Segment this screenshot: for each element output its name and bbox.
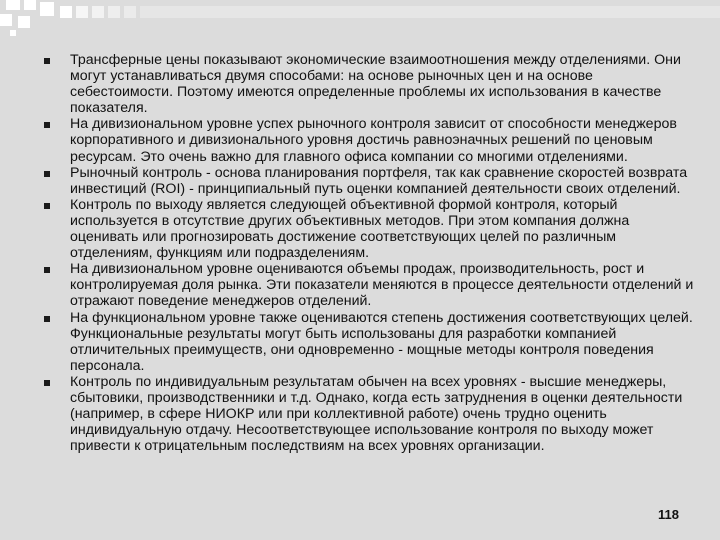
bullet-square-icon [44,58,50,64]
bullet-text: Трансферные цены показывают экономические взаимоотношения между отделениями. Они могут устанавливаться двумя способами: на основе рыночных цен и на основе себестоимости. Поэтому имеются определенные проблемы их использования в качестве показателя. [70,52,681,117]
bullet-text: Контроль по индивидуальным результатам обычен на всех уровнях - высшие менеджеры, сбытовики, производственники и т.д. Однако, когда есть затруднения в оценки деятельности (например, в сфере НИОКР или при коллективной работе) очень трудно оценить индивидуальную отдачу. Несоответствующее использование контроля по выходу может привести к отрицательным последствиям на всех уровнях организации. [70,373,683,455]
bullet-square-icon [44,171,50,177]
bullet-item [44,165,694,197]
deco-square [40,2,54,16]
page-number: 118 [658,507,679,522]
deco-bar [140,6,720,18]
bullet-item [44,52,694,116]
slide-body [44,52,694,522]
bullet-text: На дивизиональном уровне оцениваются объемы продаж, производительность, рост и контролируемая доля рынка. Эти показатели меняются в процессе деятельности отделений и отражают поведение менеджеров отделений. [70,261,694,310]
bullet-item [44,261,694,309]
deco-square [18,16,30,28]
deco-square [0,14,12,26]
decorative-squares [0,0,720,60]
bullet-square-icon [44,122,50,128]
bullet-square-icon [44,380,50,386]
bullet-text: На функциональном уровне также оцениваются степень достижения соответствующих целей. Функциональные результаты могут быть использованы для разработки компанией отличительных преимуществ, они одновременно - мощные методы контроля поведения персонала. [70,309,693,374]
deco-square [60,6,72,18]
deco-square [10,30,16,36]
bullet-item [44,116,694,164]
deco-square [24,0,36,10]
bullet-square-icon [44,203,50,209]
deco-square [124,6,136,18]
bullet-text: На дивизиональном уровне успех рыночного контроля зависит от способности менеджеров корпоративного и дивизионального уровня достичь равноэначных решений по ценовым ресурсам. Это очень важно для главного офиса компании со многими отделениями. [70,116,677,165]
deco-square [6,0,20,10]
bullet-item [44,197,694,261]
deco-square [76,6,88,18]
deco-square [108,6,120,18]
bullet-text: Рыночный контроль - основа планирования портфеля, так как сравнение скоростей возврата инвестиций (ROI) - принципиальный путь оценки компанией деятельности своих отделений. [70,164,688,197]
bullet-item [44,310,694,374]
bullet-square-icon [44,316,50,322]
bullet-square-icon [44,267,50,273]
bullet-text: Контроль по выходу является следующей объективной формой контроля, который используется в отсутствие других объективных методов. При этом компания должна оценивать или прогнозировать достижение соответствующих целей по различным отделениям, функциям или подразделениям. [70,196,630,262]
deco-square [92,6,104,18]
bullet-item [44,374,694,454]
bullet-list [44,52,694,454]
